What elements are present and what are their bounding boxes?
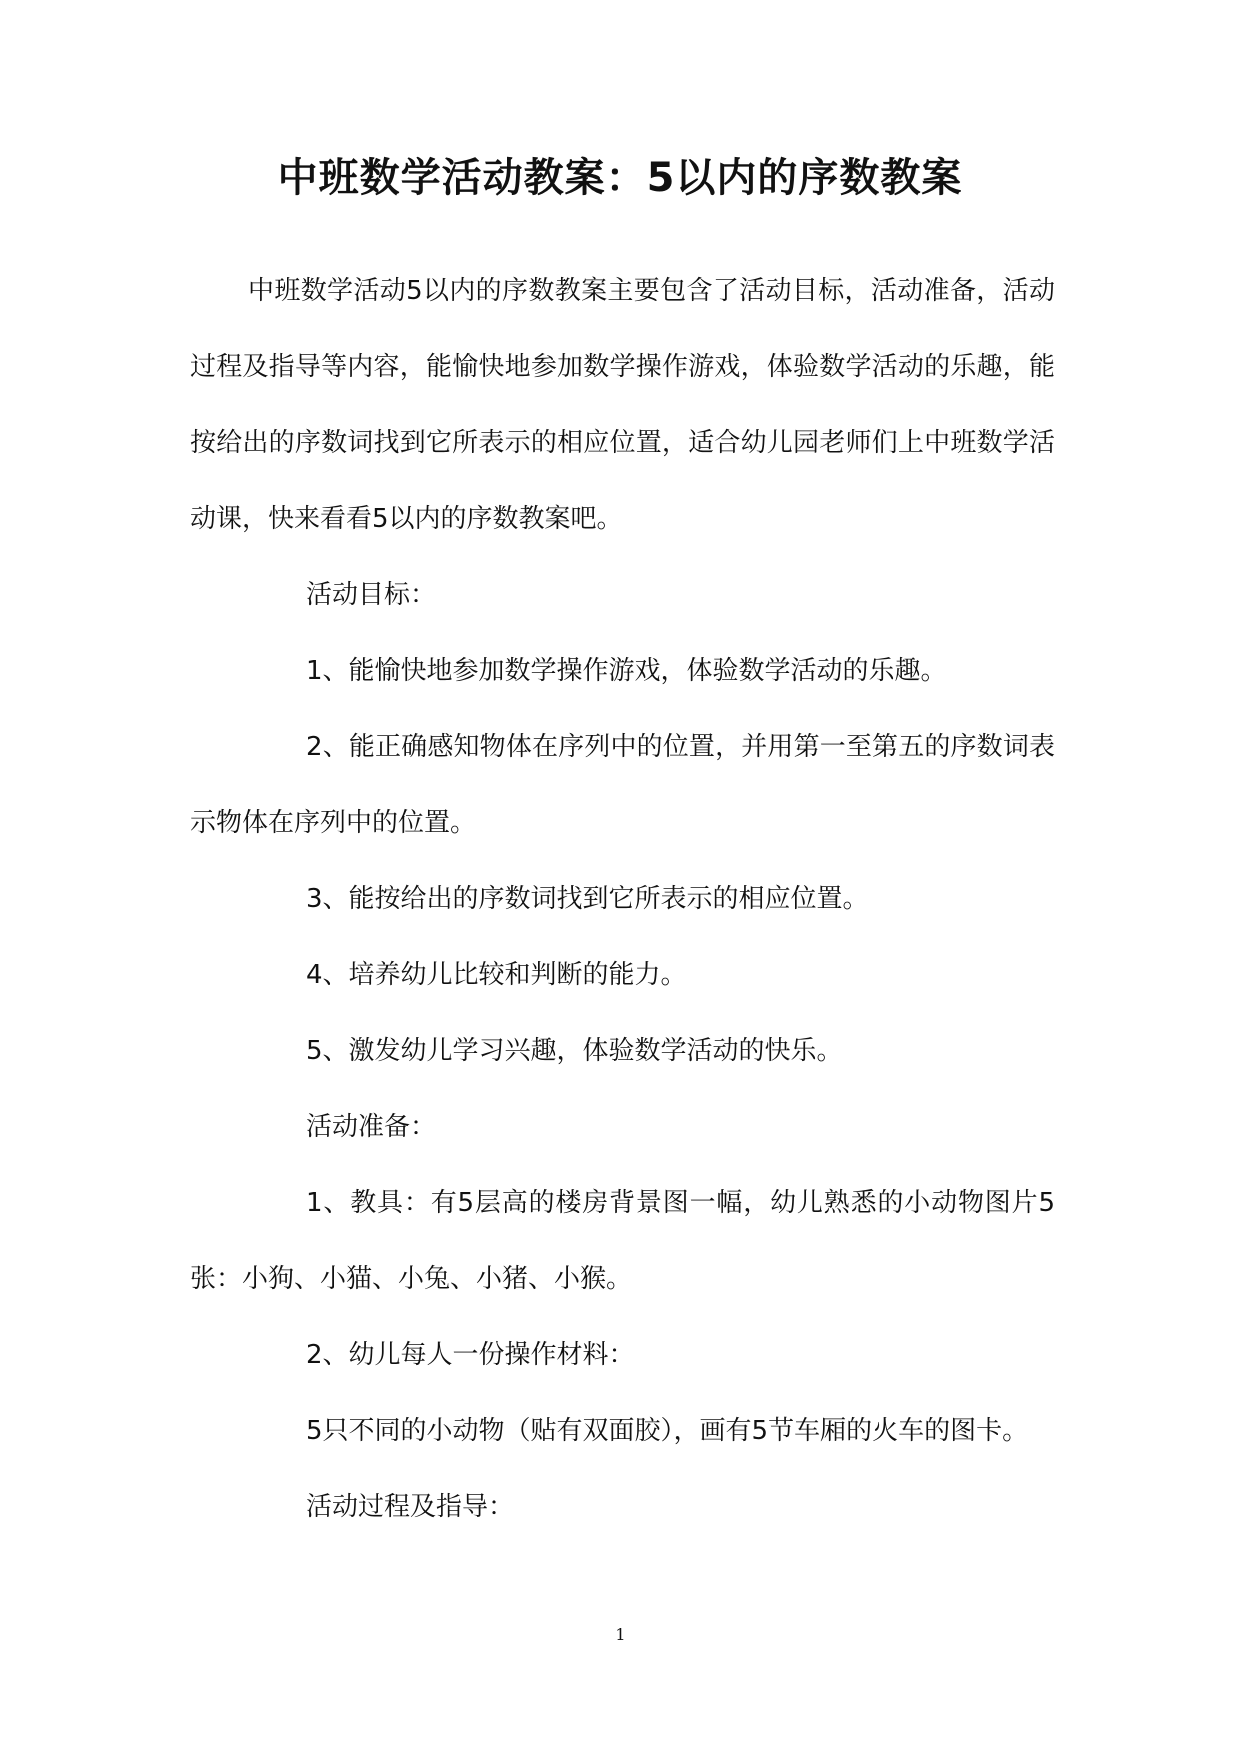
objective-item-5: 5、激发幼儿学习兴趣，体验数学活动的快乐。 xyxy=(306,1036,843,1066)
section-heading-process: 活动过程及指导： xyxy=(306,1492,515,1522)
intro-paragraph: 中班数学活动5以内的序数教案主要包含了活动目标，活动准备，活动过程及指导等内容，能愉快地参加数学操作游戏，体验数学活动的乐趣，能按给出的序数词找到它所表示的相应位置，适合幼儿园老师们上中班数学活动课，快来看看5以内的序数教案吧。 xyxy=(190,276,1055,534)
objective-item-4: 4、培养幼儿比较和判断的能力。 xyxy=(306,960,687,990)
document-title: 中班数学活动教案：5以内的序数教案 xyxy=(277,155,963,201)
page-number: 1 xyxy=(615,1625,626,1644)
section-heading-preparation: 活动准备： xyxy=(306,1112,437,1142)
section-heading-objectives: 活动目标： xyxy=(306,580,437,610)
objective-item-1: 1、能愉快地参加数学操作游戏，体验数学活动的乐趣。 xyxy=(306,656,947,686)
objective-item-3: 3、能按给出的序数词找到它所表示的相应位置。 xyxy=(306,884,869,914)
preparation-item-2: 2、幼儿每人一份操作材料： xyxy=(306,1340,635,1370)
document-body xyxy=(190,253,1055,1545)
preparation-item-1: 1、教具：有5层高的楼房背景图一幅，幼儿熟悉的小动物图片5张：小狗、小猫、小兔、小猪、小猴。 xyxy=(190,1188,1055,1294)
preparation-materials: 5只不同的小动物（贴有双面胶），画有5节车厢的火车的图卡。 xyxy=(306,1416,1029,1446)
objective-item-2: 2、能正确感知物体在序列中的位置，并用第一至第五的序数词表示物体在序列中的位置。 xyxy=(190,732,1055,838)
